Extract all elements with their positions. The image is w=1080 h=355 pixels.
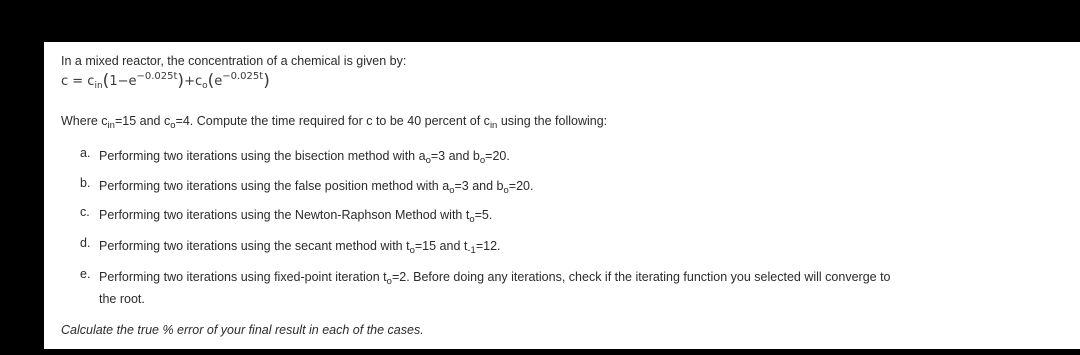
item-text-line2: the root. xyxy=(99,292,145,306)
item-text-post: =12. xyxy=(475,239,501,253)
item-text-pre: Performing two iterations using the false position method with a xyxy=(99,179,450,193)
item-subscript-2: -1 xyxy=(467,245,476,256)
formula-e: e xyxy=(214,74,223,89)
item-text-pre: Performing two iterations using the bisection method with a xyxy=(99,149,426,163)
formula-paren-open: ( xyxy=(102,71,110,91)
list-item-text xyxy=(99,176,1029,198)
problem-panel xyxy=(44,42,1080,349)
item-subscript-1: o xyxy=(386,276,392,287)
list-marker: a. xyxy=(80,146,91,160)
item-text-post: =20. xyxy=(508,179,534,193)
where-sub-in: in xyxy=(107,120,115,131)
item-text-post: =20. xyxy=(485,149,510,163)
where-sub-o: o xyxy=(170,120,176,131)
item-subscript-2: o xyxy=(479,155,486,166)
formula-lhs: c = c xyxy=(61,74,95,89)
item-text-post: =5. xyxy=(474,208,493,222)
where-sub-in-2: in xyxy=(489,120,498,131)
item-subscript-1: o xyxy=(469,214,475,225)
intro-text: In a mixed reactor, the concentration of a chemical is given by: xyxy=(61,54,407,68)
item-text-pre: Performing two iterations using the Newton-Raphson Method with t xyxy=(99,208,470,222)
list-marker: c. xyxy=(80,205,90,219)
formula-paren-close-2: ) xyxy=(263,71,270,91)
item-text-pre: Performing two iterations using fixed-point iteration t xyxy=(99,270,387,284)
item-text-post: =2. Before doing any iterations, check if the iterating function you selected will converge to xyxy=(391,270,891,284)
item-subscript-2: o xyxy=(503,185,509,196)
where-suffix: using the following: xyxy=(497,114,608,128)
list-item-text xyxy=(99,236,1029,258)
list-item-text xyxy=(99,205,1029,227)
where-prefix: Where c xyxy=(61,114,108,128)
list-item-text xyxy=(99,146,1029,168)
formula-exponent-2: −0.025t xyxy=(222,71,264,82)
item-text-mid: =3 and b xyxy=(430,149,480,163)
list-marker: e. xyxy=(80,267,91,281)
concentration-formula xyxy=(61,70,270,90)
formula-paren-open-2: ( xyxy=(207,71,215,91)
item-subscript-1: o xyxy=(425,155,431,166)
footer-instruction: Calculate the true % error of your final result in each of the cases. xyxy=(61,323,424,337)
where-mid2: =4. Compute the time required for c to be 40 percent of c xyxy=(175,114,490,128)
list-marker: d. xyxy=(80,236,91,250)
formula-one-minus-e: 1−e xyxy=(109,74,137,89)
item-subscript-1: o xyxy=(449,185,455,196)
formula-plus-c: +c xyxy=(184,74,203,89)
list-item-text xyxy=(99,267,1029,309)
item-text-pre: Performing two iterations using the secant method with t xyxy=(99,239,410,253)
where-mid1: =15 and c xyxy=(114,114,171,128)
item-subscript-1: o xyxy=(409,245,415,256)
formula-sub-o: o xyxy=(202,81,208,91)
item-text-mid: =15 and t xyxy=(414,239,468,253)
formula-sub-in: in xyxy=(94,81,103,91)
item-text-mid: =3 and b xyxy=(454,179,504,193)
where-text xyxy=(61,114,608,131)
formula-paren-close: ) xyxy=(177,71,185,91)
formula-exponent-1: −0.025t xyxy=(136,71,178,82)
list-marker: b. xyxy=(80,176,91,190)
